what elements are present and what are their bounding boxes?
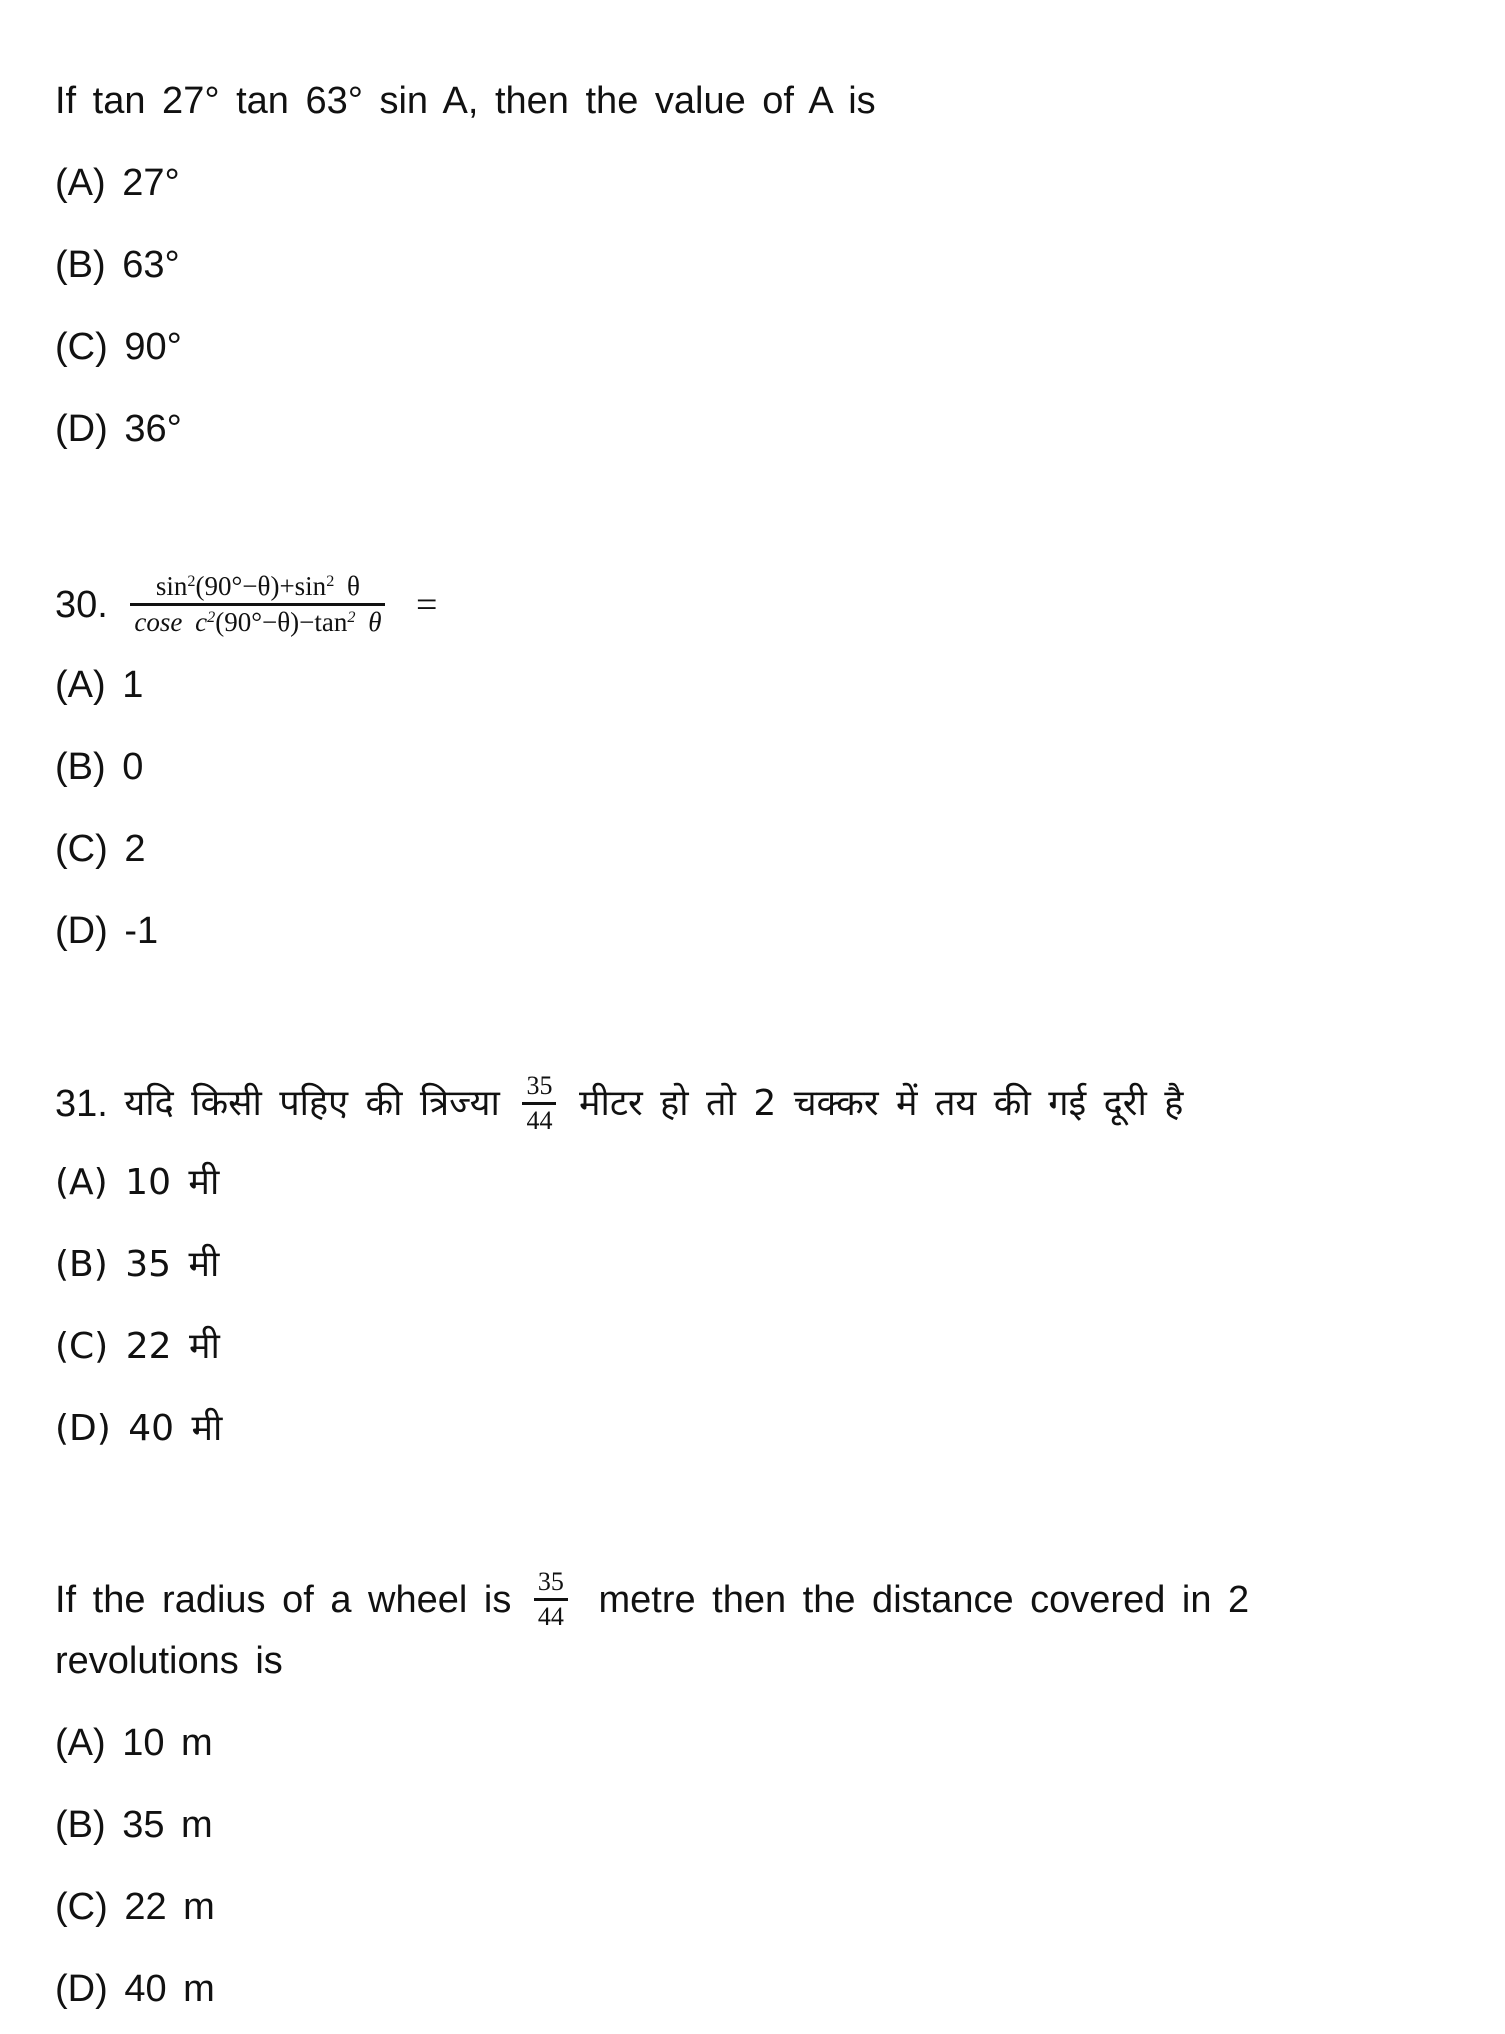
question-31-stem-line2 (55, 1638, 283, 1684)
question-30-stem (55, 558, 437, 650)
option-text: 2 (124, 828, 146, 870)
radius-fraction (534, 1569, 568, 1630)
question-text: If tan 27° tan 63° sin A, then the value of A is (55, 80, 876, 122)
option-text: 40 m (124, 1968, 215, 2010)
fraction-bar (534, 1598, 568, 1601)
option-a (55, 1720, 213, 1766)
option-a (55, 662, 143, 708)
option-d (55, 1406, 222, 1452)
option-text: 27° (122, 162, 180, 204)
option-label: (C) (55, 1886, 108, 1928)
option-a (55, 1160, 219, 1206)
option-text: 36° (124, 408, 182, 450)
option-text: 35 मी (125, 1244, 220, 1285)
option-c (55, 1884, 215, 1930)
option-label: (C) (55, 1326, 109, 1367)
option-label: (B) (55, 746, 106, 788)
fraction-numerator: $\sin^2(90^\circ-\theta)+\sin^2$ θ (155, 571, 360, 602)
option-c (55, 826, 145, 872)
option-text: 63° (122, 244, 180, 286)
option-label: (C) (55, 828, 108, 870)
option-label: (D) (55, 1968, 108, 2010)
option-d (55, 1966, 215, 2012)
equals-sign: = (416, 583, 438, 626)
question-text: metre then the distance covered in 2 (598, 1578, 1250, 1621)
question-text: If the radius of a wheel is (55, 1578, 512, 1621)
option-b (55, 1802, 213, 1848)
fraction-denominator: 44 (526, 1106, 553, 1136)
option-d (55, 406, 182, 452)
fraction-bar (522, 1102, 556, 1105)
option-text: 22 मी (125, 1326, 220, 1367)
question-text: revolutions is (55, 1640, 283, 1682)
option-b (55, 1242, 219, 1288)
fraction-numerator: 35 (537, 1567, 564, 1597)
option-label: (A) (55, 1162, 108, 1203)
option-label: (D) (55, 408, 108, 450)
option-text: 90° (124, 326, 182, 368)
option-text: -1 (124, 910, 159, 952)
question-31-stem-english (55, 1558, 1249, 1640)
option-text: 40 मी (128, 1408, 223, 1449)
option-label: (D) (55, 910, 108, 952)
option-b (55, 744, 143, 790)
option-label: (B) (55, 1244, 108, 1285)
option-text: 22 m (124, 1886, 215, 1928)
option-text: 35 m (122, 1804, 213, 1846)
option-text: 10 मी (125, 1162, 220, 1203)
option-c (55, 1324, 220, 1370)
fraction-bar (130, 603, 385, 606)
option-text: 10 m (122, 1722, 213, 1764)
question-text: मीटर हो तो 2 चक्कर में तय की गई दूरी है (579, 1082, 1184, 1124)
option-text: 1 (122, 664, 144, 706)
question-number: 30. (55, 583, 108, 626)
option-label: (C) (55, 326, 108, 368)
option-text: 0 (122, 746, 144, 788)
option-label: (A) (55, 162, 106, 204)
question-29-stem (55, 78, 876, 124)
option-c (55, 324, 182, 370)
fraction-denominator: 44 (537, 1602, 564, 1632)
option-d (55, 908, 158, 954)
question-text: यदि किसी पहिए की त्रिज्या (124, 1082, 500, 1124)
option-label: (B) (55, 244, 106, 286)
question-31-stem-hindi (55, 1062, 1183, 1144)
fraction-numerator: 35 (526, 1071, 553, 1101)
question-number: 31. (55, 1082, 108, 1125)
fraction-denominator: cose $c^2(90^\circ-\theta)-\tan^2$ θ (134, 607, 382, 638)
option-label: (D) (55, 1408, 111, 1449)
option-label: (B) (55, 1804, 106, 1846)
option-a (55, 160, 180, 206)
trig-fraction (130, 573, 385, 636)
option-label: (A) (55, 1722, 106, 1764)
option-b (55, 242, 180, 288)
option-label: (A) (55, 664, 106, 706)
radius-fraction (522, 1073, 556, 1134)
